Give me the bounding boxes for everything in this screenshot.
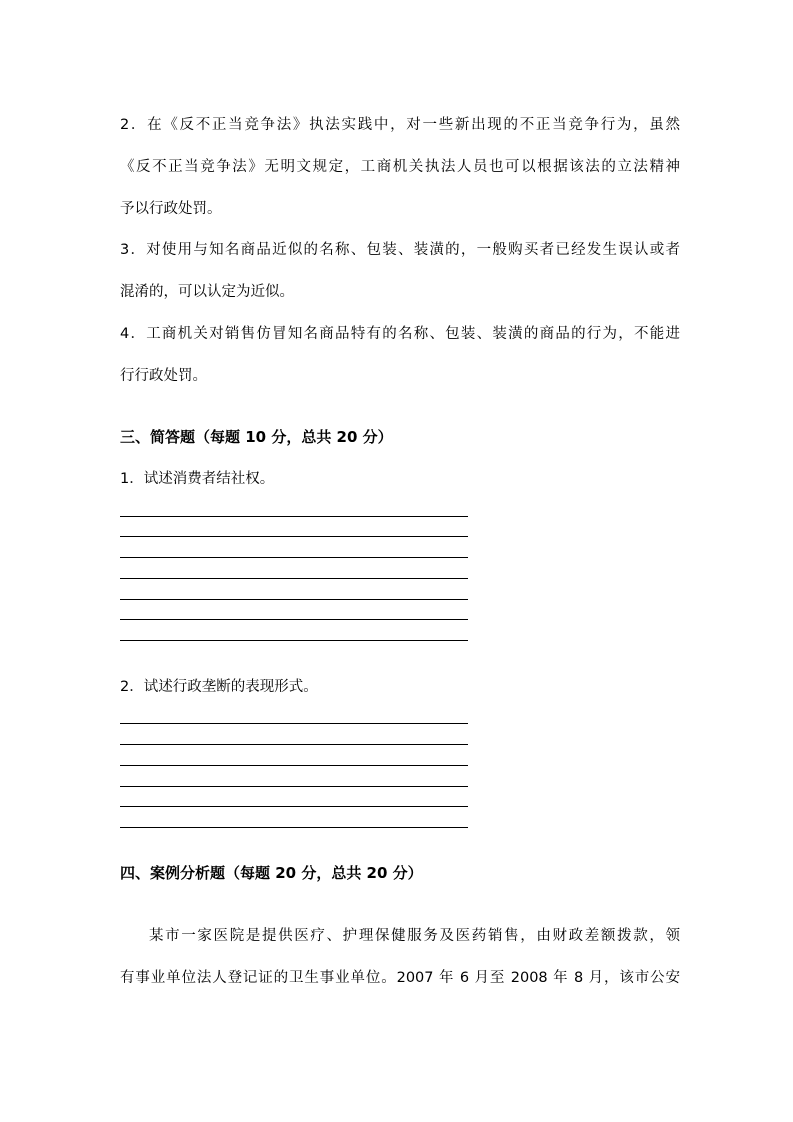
- short-answer-heading: 三、简答题（每题 10 分，总共 20 分）: [120, 428, 393, 446]
- short-answer-q1: 1．试述消费者结社权。: [120, 471, 275, 487]
- answer-line: [120, 806, 468, 807]
- answer-line: [120, 827, 468, 828]
- answer-line: [120, 619, 468, 620]
- case-body-line-1: 某市一家医院是提供医疗、护理保健服务及医药销售，由财政差额拨款，领: [149, 928, 680, 944]
- answer-line: [120, 640, 468, 641]
- answer-line: [120, 578, 468, 579]
- judgment-q3-line-2: 混淆的，可以认定为近似。: [120, 284, 294, 300]
- answer-line: [120, 786, 468, 787]
- judgment-q2-line-1: 2．在《反不正当竞争法》执法实践中，对一些新出现的不正当竞争行为，虽然: [120, 117, 680, 133]
- answer-line: [120, 744, 468, 745]
- short-answer-q2: 2．试述行政垄断的表现形式。: [120, 679, 318, 695]
- answer-line: [120, 516, 468, 517]
- answer-line: [120, 536, 468, 537]
- answer-line: [120, 557, 468, 558]
- case-body-line-2: 有事业单位法人登记证的卫生事业单位。2007 年 6 月至 2008 年 8 月，该市公安: [120, 970, 680, 986]
- case-analysis-heading: 四、案例分析题（每题 20 分，总共 20 分）: [120, 864, 423, 882]
- judgment-q3-line-1: 3．对使用与知名商品近似的名称、包装、装潢的，一般购买者已经发生误认或者: [120, 242, 680, 258]
- answer-line: [120, 723, 468, 724]
- judgment-q4-line-2: 行行政处罚。: [120, 368, 207, 384]
- judgment-q2-line-2: 《反不正当竞争法》无明文规定，工商机关执法人员也可以根据该法的立法精神: [120, 159, 680, 175]
- judgment-q2-line-3: 予以行政处罚。: [120, 201, 222, 217]
- judgment-q4-line-1: 4．工商机关对销售仿冒知名商品特有的名称、包装、装潢的商品的行为，不能进: [120, 326, 680, 342]
- answer-line: [120, 765, 468, 766]
- answer-line: [120, 599, 468, 600]
